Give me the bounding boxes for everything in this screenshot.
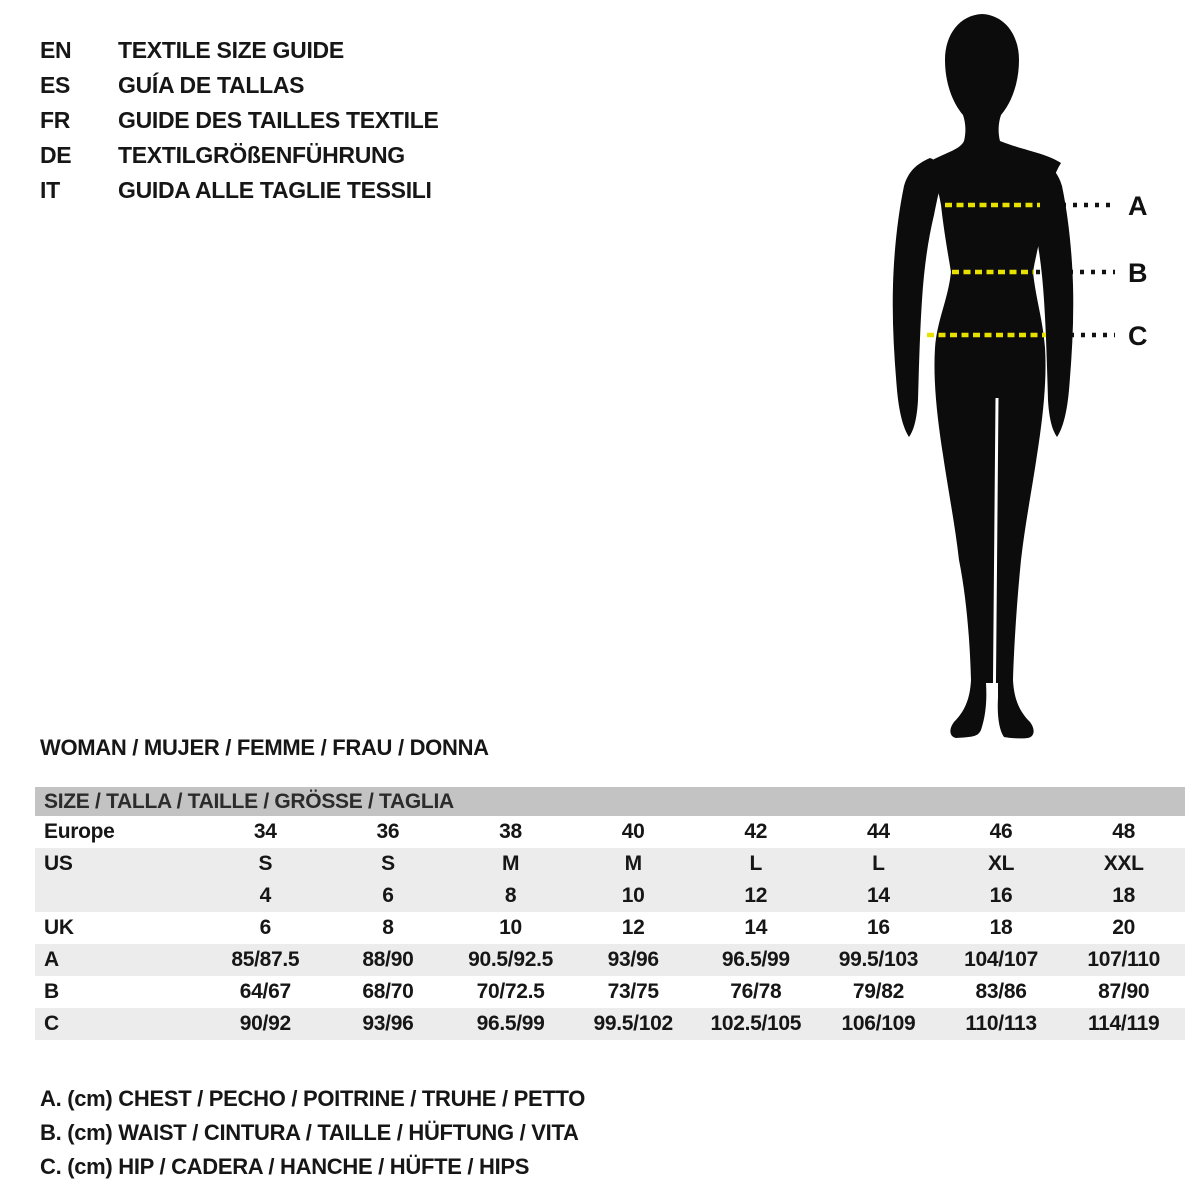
table-cell: 73/75	[607, 980, 659, 1003]
table-cell: 40	[621, 820, 645, 843]
table-cell: 8	[504, 884, 517, 907]
legend-line-c: C. (cm) HIP / CADERA / HANCHE / HÜFTE / HIPS	[40, 1154, 530, 1179]
table-cell: 96.5/99	[721, 948, 790, 971]
lang-code-en: EN	[40, 37, 72, 63]
lang-row-en	[40, 33, 439, 68]
table-cell: 110/113	[965, 1012, 1037, 1035]
table-cell: 18	[1112, 884, 1136, 907]
table-cell: 87/90	[1098, 980, 1150, 1003]
label-a: A	[1128, 191, 1148, 221]
table-cell: 99.5/103	[838, 948, 919, 971]
table-cell: 93/96	[362, 1012, 414, 1035]
table-cell: 10	[621, 884, 645, 907]
table-cell: 6	[259, 916, 271, 939]
table-cell: 12	[621, 916, 645, 939]
table-cell: 44	[867, 820, 890, 843]
table-cell: L	[749, 852, 763, 875]
table-row	[35, 880, 1185, 912]
row-label: UK	[44, 916, 74, 939]
table-cell: 68/70	[362, 980, 414, 1003]
table-cell: 96.5/99	[476, 1012, 545, 1035]
table-cell: 93/96	[607, 948, 659, 971]
row-label: Europe	[44, 820, 115, 843]
table-cell: 76/78	[730, 980, 782, 1003]
table-cell: 8	[382, 916, 394, 939]
lang-code-it: IT	[40, 177, 60, 203]
table-cell: 114/119	[1087, 1012, 1160, 1035]
table-cell: 85/87.5	[231, 948, 300, 971]
table-cell: M	[624, 852, 642, 875]
table-cell: 70/72.5	[476, 980, 545, 1003]
table-cell: 104/107	[964, 948, 1038, 971]
lang-title-en: TEXTILE SIZE GUIDE	[118, 37, 344, 63]
lang-title-it: GUIDA ALLE TAGLIE TESSILI	[118, 177, 432, 203]
size-table-header: SIZE / TALLA / TAILLE / GRÖSSE / TAGLIA	[35, 787, 1185, 816]
table-cell: S	[258, 852, 273, 875]
legend-line-a: A. (cm) CHEST / PECHO / POITRINE / TRUHE / PETTO	[40, 1086, 586, 1111]
table-cell: 88/90	[362, 948, 414, 971]
table-cell: 42	[744, 820, 768, 843]
table-cell: M	[501, 852, 520, 875]
row-label	[35, 880, 204, 912]
table-cell: 38	[499, 820, 522, 843]
table-cell: 48	[1112, 820, 1136, 843]
table-cell: XXL	[1103, 852, 1144, 875]
table-cell: 90.5/92.5	[468, 948, 553, 971]
table-cell: XL	[987, 852, 1015, 875]
table-cell: 83/86	[975, 980, 1027, 1003]
lang-row-es	[40, 68, 439, 103]
row-label: B	[44, 980, 59, 1003]
table-cell: 64/67	[239, 980, 291, 1003]
table-cell: 18	[989, 916, 1013, 939]
lang-code-de: DE	[40, 142, 72, 168]
table-cell: 99.5/102	[593, 1012, 673, 1035]
table-cell: 106/109	[841, 1012, 916, 1035]
table-row	[35, 944, 1185, 976]
label-b: B	[1128, 258, 1148, 288]
table-cell: 10	[499, 916, 522, 939]
table-cell: 34	[253, 820, 277, 843]
lang-code-es: ES	[40, 72, 71, 98]
language-title-block	[40, 33, 439, 208]
table-row	[35, 976, 1185, 1008]
lang-title-fr: GUIDE DES TAILLES TEXTILE	[118, 107, 439, 133]
label-c: C	[1128, 321, 1148, 351]
woman-silhouette-svg	[875, 0, 1175, 760]
table-cell: 20	[1112, 916, 1136, 939]
table-row	[35, 912, 1185, 944]
table-cell: 102.5/105	[710, 1012, 802, 1035]
table-cell: 36	[376, 820, 400, 843]
lang-row-de	[40, 138, 439, 173]
table-cell: 90/92	[239, 1012, 291, 1035]
measurement-figure	[875, 0, 1175, 760]
measurement-legend	[40, 1082, 585, 1184]
lang-code-fr: FR	[40, 107, 71, 133]
legend-line-b: B. (cm) WAIST / CINTURA / TAILLE / HÜFTUNG / VITA	[40, 1120, 579, 1145]
table-row	[35, 1008, 1185, 1040]
row-label: A	[44, 948, 59, 971]
table-cell: 46	[989, 820, 1013, 843]
table-cell: 14	[744, 916, 768, 939]
table-cell: 6	[382, 884, 394, 907]
size-table	[35, 787, 1185, 1040]
lang-title-es: GUÍA DE TALLAS	[118, 72, 305, 98]
table-row	[35, 816, 1185, 848]
size-table-rows	[35, 816, 1185, 1040]
row-label: US	[44, 852, 73, 875]
table-cell: 14	[867, 884, 890, 907]
table-cell: 4	[259, 884, 271, 907]
table-row	[35, 848, 1185, 880]
lang-title-de: TEXTILGRÖßENFÜHRUNG	[118, 142, 405, 168]
section-title: WOMAN / MUJER / FEMME / FRAU / DONNA	[40, 735, 489, 760]
row-label: C	[44, 1012, 59, 1035]
table-cell: S	[381, 852, 395, 875]
table-cell: 79/82	[852, 980, 904, 1003]
table-cell: 12	[744, 884, 768, 907]
lang-row-it	[40, 173, 439, 208]
table-cell: L	[872, 852, 885, 875]
table-cell: 107/110	[1087, 948, 1161, 971]
table-cell: 16	[867, 916, 890, 939]
table-cell: 16	[989, 884, 1013, 907]
lang-row-fr	[40, 103, 439, 138]
